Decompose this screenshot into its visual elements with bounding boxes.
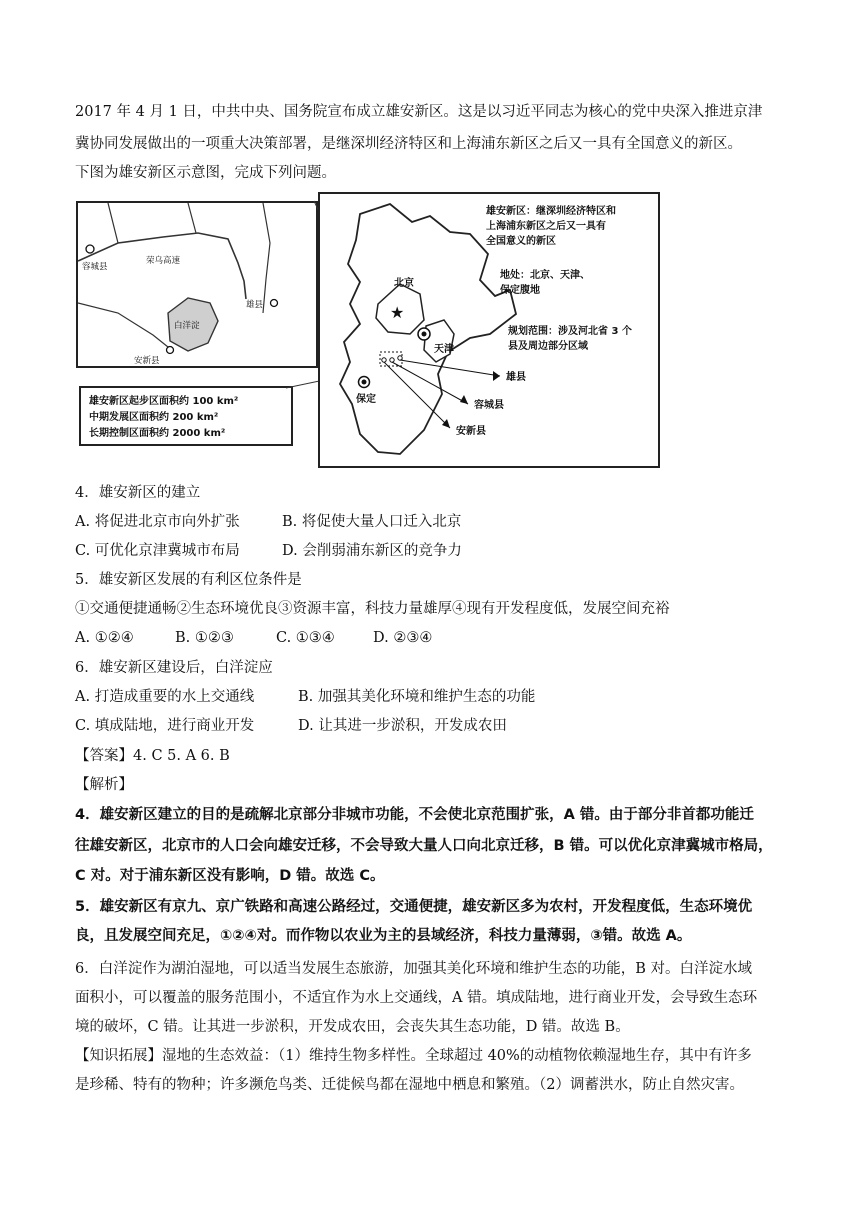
intro-line-1: 2017 年 4 月 1 日，中共中央、国务院宣布成立雄安新区。这是以习近平同志为核心的党中央深入推进京津 bbox=[75, 104, 763, 120]
analysis-5-line-1: 5．雄安新区有京九、京广铁路和高速公路经过，交通便捷，雄安新区多为农村，开发程度低，生态环境优 bbox=[75, 899, 753, 915]
right-map-svg bbox=[320, 194, 658, 466]
q4-option-d: D. 会削弱浦东新区的竞争力 bbox=[282, 543, 462, 559]
intro-line-2: 冀协同发展做出的一项重大决策部署，是继深圳经济特区和上海浦东新区之后又一具有全国意义的新区。 bbox=[75, 136, 742, 152]
beijing-star-icon: ★ bbox=[390, 303, 405, 322]
extension-line-1: 【知识拓展】湿地的生态效益：（1）维持生物多样性。全球超过 40%的动植物依赖湿地生存，其中有许多 bbox=[75, 1048, 752, 1064]
arrow-head-icon bbox=[442, 419, 450, 428]
legend-line-3: 长期控制区面积约 2000 km² bbox=[89, 428, 226, 439]
q4-option-c: C. 可优化京津冀城市布局 bbox=[75, 543, 240, 559]
q4-option-a: A. 将促进北京市向外扩张 bbox=[75, 514, 240, 530]
town-marker-icon bbox=[382, 358, 386, 362]
q6-option-a: A. 打造成重要的水上交通线 bbox=[75, 689, 255, 705]
q5-stem: 5．雄安新区发展的有利区位条件是 bbox=[75, 572, 302, 588]
right-note-line-3: 全国意义的新区 bbox=[486, 236, 556, 247]
right-label-tianjin: 天津 bbox=[434, 344, 454, 355]
analysis-6-line-3: 境的破坏，C 错。让其进一步淤积，开发成农田，会丧失其生态功能，D 错。故选 B。 bbox=[75, 1019, 630, 1035]
baoding-marker-dot bbox=[362, 380, 367, 385]
right-loc-line-1: 地处：北京、天津、 bbox=[500, 270, 590, 281]
left-label-anxin: 安新县 bbox=[134, 356, 160, 366]
q5-option-b: B. ①②③ bbox=[175, 630, 234, 646]
right-label-xiongxian: 雄县 bbox=[506, 372, 526, 383]
right-loc-line-2: 保定腹地 bbox=[500, 285, 540, 296]
analysis-5-line-2: 良，且发展空间充足，①②④对。而作物以农业为主的县域经济，科技力量薄弱，③错。故选 A。 bbox=[75, 928, 692, 944]
intro-line-3: 下图为雄安新区示意图，完成下列问题。 bbox=[75, 165, 336, 181]
right-note-line-2: 上海浦东新区之后又一具有 bbox=[486, 221, 606, 232]
left-label-baiyangdian: 白洋淀 bbox=[174, 321, 200, 331]
analysis-6-line-2: 面积小，可以覆盖的服务范围小，不适宜作为水上交通线，A 错。填成陆地，进行商业开发，会导致生态环 bbox=[75, 990, 758, 1006]
q5-option-c: C. ①③④ bbox=[276, 630, 335, 646]
q6-stem: 6．雄安新区建设后，白洋淀应 bbox=[75, 660, 273, 676]
analysis-title: 【解析】 bbox=[75, 777, 133, 793]
analysis-6-line-1: 6．白洋淀作为湖泊湿地，可以适当发展生态旅游，加强其美化环境和维护生态的功能，B 对。白洋淀水域 bbox=[75, 961, 752, 977]
extension-line-2: 是珍稀、特有的物种；许多濒危鸟类、迁徙候鸟都在湿地中栖息和繁殖。（2）调蓄洪水，防止自然灾害。 bbox=[75, 1077, 744, 1093]
arrow-head-icon bbox=[493, 371, 500, 381]
q4-stem: 4．雄安新区的建立 bbox=[75, 485, 201, 501]
left-label-rongwu: 荣乌高速 bbox=[146, 256, 181, 266]
q6-option-c: C. 填成陆地，进行商业开发 bbox=[75, 718, 255, 734]
analysis-4-line-3: C 对。对于浦东新区没有影响，D 错。故选 C。 bbox=[75, 868, 385, 884]
legend-line-1: 雄安新区起步区面积约 100 km² bbox=[89, 396, 239, 407]
right-label-anxin: 安新县 bbox=[456, 426, 486, 437]
right-label-beijing: 北京 bbox=[394, 278, 414, 289]
q6-option-b: B. 加强其美化环境和维护生态的功能 bbox=[298, 689, 536, 705]
q6-option-d: D. 让其进一步淤积，开发成农田 bbox=[298, 718, 507, 734]
q5-items: ①交通便捷通畅②生态环境优良③资源丰富，科技力量雄厚④现有开发程度低，发展空间充裕 bbox=[75, 601, 670, 617]
xiongan-map-figure bbox=[76, 192, 658, 468]
right-overview-map bbox=[318, 192, 660, 468]
right-plan-line-1: 规划范围：涉及河北省 3 个 bbox=[508, 326, 632, 337]
town-marker-icon bbox=[398, 356, 402, 360]
tianjin-marker-dot bbox=[422, 332, 427, 337]
answer-line: 【答案】4. C 5. A 6. B bbox=[75, 748, 230, 764]
analysis-4-line-2: 往雄安新区，北京市的人口会向雄安迁移，不会导致大量人口向北京迁移，B 错。可以优化京津冀城市格局， bbox=[75, 838, 773, 854]
q5-option-a: A. ①②④ bbox=[75, 630, 134, 646]
right-label-baoding: 保定 bbox=[356, 394, 376, 405]
legend-line-2: 中期发展区面积约 200 km² bbox=[89, 412, 219, 423]
right-label-rongcheng: 容城县 bbox=[474, 400, 504, 411]
analysis-4-line-1: 4．雄安新区建立的目的是疏解北京部分非城市功能，不会使北京范围扩张，A 错。由于部分非首都功能迁 bbox=[75, 807, 754, 823]
arrow-head-icon bbox=[460, 395, 468, 404]
left-label-rongcheng: 容城县 bbox=[82, 262, 108, 272]
left-label-xiongxian: 雄县 bbox=[246, 300, 264, 310]
q5-option-d: D. ②③④ bbox=[373, 630, 433, 646]
right-note-line-1: 雄安新区：继深圳经济特区和 bbox=[486, 206, 616, 217]
town-marker-icon bbox=[390, 358, 394, 362]
q4-option-b: B. 将促使大量人口迁入北京 bbox=[282, 514, 462, 530]
right-plan-line-2: 县及周边部分区域 bbox=[508, 341, 588, 352]
